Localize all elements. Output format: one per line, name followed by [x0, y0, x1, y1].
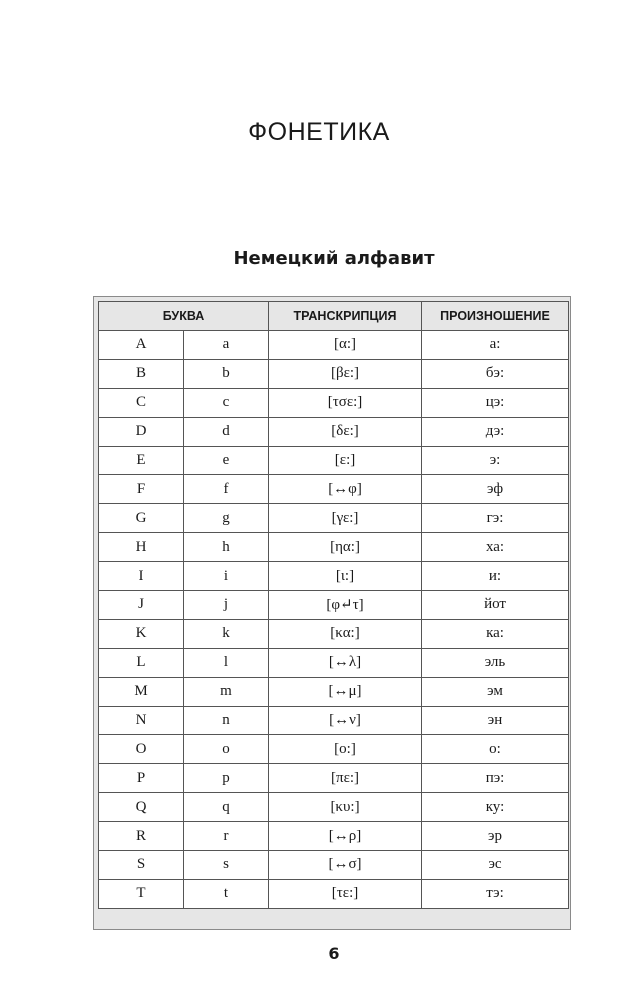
cell-pronunciation: эль	[422, 648, 569, 677]
cell-pronunciation: ку:	[422, 793, 569, 822]
cell-uppercase-letter: G	[99, 504, 184, 533]
cell-lowercase-letter: t	[184, 879, 269, 908]
cell-uppercase-letter: S	[99, 851, 184, 880]
alphabet-table	[98, 301, 569, 909]
cell-uppercase-letter: B	[99, 359, 184, 388]
cell-uppercase-letter: L	[99, 648, 184, 677]
cell-lowercase-letter: r	[184, 822, 269, 851]
cell-pronunciation: ха:	[422, 533, 569, 562]
cell-pronunciation: эм	[422, 677, 569, 706]
cell-uppercase-letter: F	[99, 475, 184, 504]
cell-transcription: [α:]	[269, 331, 422, 360]
cell-lowercase-letter: i	[184, 562, 269, 591]
cell-transcription: [φ↵τ]	[269, 591, 422, 620]
cell-pronunciation: эф	[422, 475, 569, 504]
table-row	[99, 793, 569, 822]
cell-pronunciation: эс	[422, 851, 569, 880]
cell-pronunciation: бэ:	[422, 359, 569, 388]
cell-uppercase-letter: N	[99, 706, 184, 735]
cell-lowercase-letter: m	[184, 677, 269, 706]
table-row	[99, 533, 569, 562]
cell-pronunciation: ка:	[422, 619, 569, 648]
table-row	[99, 562, 569, 591]
page-number: 6	[328, 944, 340, 963]
cell-pronunciation: гэ:	[422, 504, 569, 533]
cell-uppercase-letter: A	[99, 331, 184, 360]
table-row	[99, 879, 569, 908]
cell-uppercase-letter: K	[99, 619, 184, 648]
cell-pronunciation: эр	[422, 822, 569, 851]
table-row	[99, 446, 569, 475]
cell-transcription: [ε:]	[269, 446, 422, 475]
cell-transcription: [↔λ]	[269, 648, 422, 677]
table-row	[99, 764, 569, 793]
cell-transcription: [βε:]	[269, 359, 422, 388]
cell-transcription: [↔μ]	[269, 677, 422, 706]
cell-uppercase-letter: I	[99, 562, 184, 591]
section-title: Немецкий алфавит	[233, 248, 435, 269]
table-row	[99, 851, 569, 880]
cell-pronunciation: и:	[422, 562, 569, 591]
cell-lowercase-letter: s	[184, 851, 269, 880]
cell-lowercase-letter: p	[184, 764, 269, 793]
cell-transcription: [↔σ]	[269, 851, 422, 880]
cell-uppercase-letter: C	[99, 388, 184, 417]
cell-lowercase-letter: a	[184, 331, 269, 360]
cell-lowercase-letter: n	[184, 706, 269, 735]
cell-uppercase-letter: R	[99, 822, 184, 851]
cell-transcription: [↔φ]	[269, 475, 422, 504]
cell-lowercase-letter: h	[184, 533, 269, 562]
table-row	[99, 475, 569, 504]
header-letter: БУКВА	[99, 302, 269, 331]
cell-lowercase-letter: c	[184, 388, 269, 417]
cell-lowercase-letter: q	[184, 793, 269, 822]
table-header-row	[99, 302, 569, 331]
cell-uppercase-letter: O	[99, 735, 184, 764]
table-row	[99, 417, 569, 446]
cell-transcription: [πε:]	[269, 764, 422, 793]
cell-pronunciation: а:	[422, 331, 569, 360]
table-body	[99, 331, 569, 909]
cell-transcription: [ο:]	[269, 735, 422, 764]
cell-pronunciation: дэ:	[422, 417, 569, 446]
table-row	[99, 735, 569, 764]
cell-transcription: [↔ρ]	[269, 822, 422, 851]
cell-lowercase-letter: k	[184, 619, 269, 648]
cell-lowercase-letter: b	[184, 359, 269, 388]
table-row	[99, 388, 569, 417]
cell-uppercase-letter: Q	[99, 793, 184, 822]
cell-pronunciation: тэ:	[422, 879, 569, 908]
cell-uppercase-letter: P	[99, 764, 184, 793]
cell-transcription: [κυ:]	[269, 793, 422, 822]
cell-lowercase-letter: j	[184, 591, 269, 620]
cell-transcription: [τσε:]	[269, 388, 422, 417]
cell-transcription: [κα:]	[269, 619, 422, 648]
table-row	[99, 331, 569, 360]
table-row	[99, 504, 569, 533]
cell-pronunciation: эн	[422, 706, 569, 735]
cell-transcription: [ι:]	[269, 562, 422, 591]
cell-lowercase-letter: d	[184, 417, 269, 446]
cell-uppercase-letter: D	[99, 417, 184, 446]
cell-lowercase-letter: e	[184, 446, 269, 475]
cell-transcription: [ηα:]	[269, 533, 422, 562]
cell-pronunciation: йот	[422, 591, 569, 620]
cell-pronunciation: о:	[422, 735, 569, 764]
cell-lowercase-letter: f	[184, 475, 269, 504]
cell-uppercase-letter: J	[99, 591, 184, 620]
header-transcription: ТРАНСКРИПЦИЯ	[269, 302, 422, 331]
chapter-title: ФОНЕТИКА	[248, 118, 390, 146]
cell-transcription: [τε:]	[269, 879, 422, 908]
cell-lowercase-letter: o	[184, 735, 269, 764]
cell-uppercase-letter: H	[99, 533, 184, 562]
table-row	[99, 619, 569, 648]
cell-pronunciation: пэ:	[422, 764, 569, 793]
cell-transcription: [↔ν]	[269, 706, 422, 735]
cell-lowercase-letter: g	[184, 504, 269, 533]
cell-uppercase-letter: E	[99, 446, 184, 475]
cell-uppercase-letter: T	[99, 879, 184, 908]
table-row	[99, 822, 569, 851]
table-row	[99, 648, 569, 677]
cell-transcription: [δε:]	[269, 417, 422, 446]
table-row	[99, 706, 569, 735]
cell-lowercase-letter: l	[184, 648, 269, 677]
alphabet-table-frame	[93, 296, 571, 930]
cell-pronunciation: э:	[422, 446, 569, 475]
header-pronunciation: ПРОИЗНОШЕНИЕ	[422, 302, 569, 331]
table-row	[99, 591, 569, 620]
cell-pronunciation: цэ:	[422, 388, 569, 417]
cell-transcription: [γε:]	[269, 504, 422, 533]
table-row	[99, 359, 569, 388]
cell-uppercase-letter: M	[99, 677, 184, 706]
table-row	[99, 677, 569, 706]
